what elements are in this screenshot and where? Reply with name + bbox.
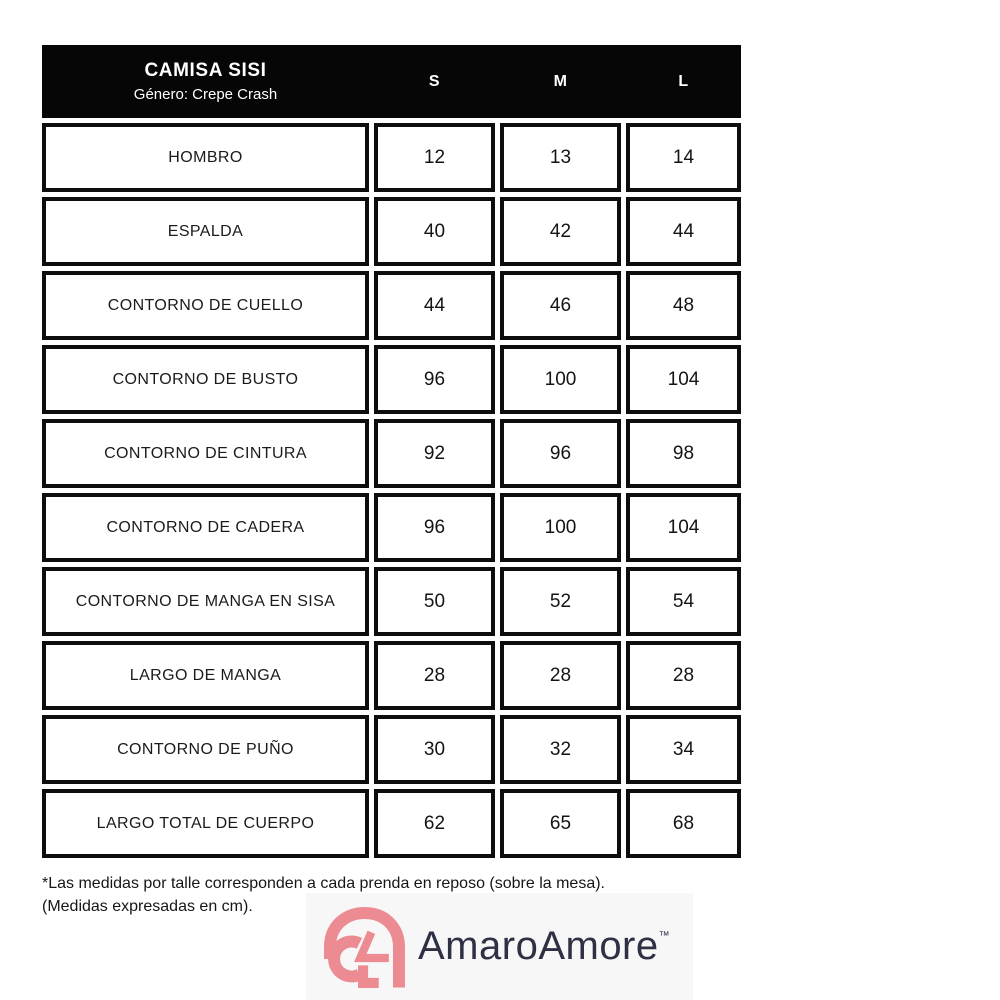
measurement-value-s: 92: [374, 419, 495, 488]
trademark-symbol: ™: [658, 930, 670, 942]
measurement-value-s: 12: [374, 123, 495, 192]
measurement-value-m: 65: [500, 789, 621, 858]
measurement-value-l: 48: [626, 271, 741, 340]
measurement-value-l: 44: [626, 197, 741, 266]
footnote-line-2: (Medidas expresadas en cm).: [42, 898, 253, 915]
measurement-label: CONTORNO DE MANGA EN SISA: [42, 567, 369, 636]
measurement-value-m: 13: [500, 123, 621, 192]
measurement-value-s: 50: [374, 567, 495, 636]
measurement-value-m: 42: [500, 197, 621, 266]
measurement-value-l: 28: [626, 641, 741, 710]
measurement-value-l: 34: [626, 715, 741, 784]
size-column-header-l: L: [678, 72, 689, 90]
measurement-label: CONTORNO DE BUSTO: [42, 345, 369, 414]
brand-name-text: AmaroAmore: [418, 924, 659, 968]
fabric-subtitle: Género: Crepe Crash: [133, 86, 278, 103]
measurement-label: CONTORNO DE CADERA: [42, 493, 369, 562]
measurement-value-m: 96: [500, 419, 621, 488]
measurement-value-s: 62: [374, 789, 495, 858]
measurement-value-l: 98: [626, 419, 741, 488]
measurement-value-s: 96: [374, 345, 495, 414]
measurement-value-l: 104: [626, 345, 741, 414]
measurement-value-l: 54: [626, 567, 741, 636]
measurement-value-m: 28: [500, 641, 621, 710]
heart-monogram-icon: [318, 901, 410, 993]
footnote-line-1: *Las medidas por talle corresponden a cada prenda en reposo (sobre la mesa).: [42, 875, 605, 892]
measurement-value-s: 44: [374, 271, 495, 340]
measurement-label: CONTORNO DE PUÑO: [42, 715, 369, 784]
table-header: [42, 45, 741, 118]
product-title: CAMISA SISI: [144, 60, 267, 81]
measurement-value-s: 40: [374, 197, 495, 266]
measurement-value-m: 32: [500, 715, 621, 784]
measurement-value-s: 30: [374, 715, 495, 784]
size-chart-table: [42, 45, 741, 858]
table-header-title-cell: [42, 60, 369, 103]
measurement-value-l: 104: [626, 493, 741, 562]
measurement-label: CONTORNO DE CUELLO: [42, 271, 369, 340]
size-column-header-m: M: [553, 72, 568, 90]
measurement-label: LARGO TOTAL DE CUERPO: [42, 789, 369, 858]
measurement-value-m: 100: [500, 345, 621, 414]
measurement-label: CONTORNO DE CINTURA: [42, 419, 369, 488]
brand-name: [418, 924, 670, 969]
measurement-value-m: 52: [500, 567, 621, 636]
measurement-label: ESPALDA: [42, 197, 369, 266]
measurement-value-m: 100: [500, 493, 621, 562]
measurement-label: HOMBRO: [42, 123, 369, 192]
brand-logo: [306, 893, 693, 1000]
measurement-value-s: 28: [374, 641, 495, 710]
measurement-value-l: 14: [626, 123, 741, 192]
measurement-value-m: 46: [500, 271, 621, 340]
measurement-value-s: 96: [374, 493, 495, 562]
measurement-value-l: 68: [626, 789, 741, 858]
measurement-label: LARGO DE MANGA: [42, 641, 369, 710]
size-column-header-s: S: [428, 72, 441, 90]
